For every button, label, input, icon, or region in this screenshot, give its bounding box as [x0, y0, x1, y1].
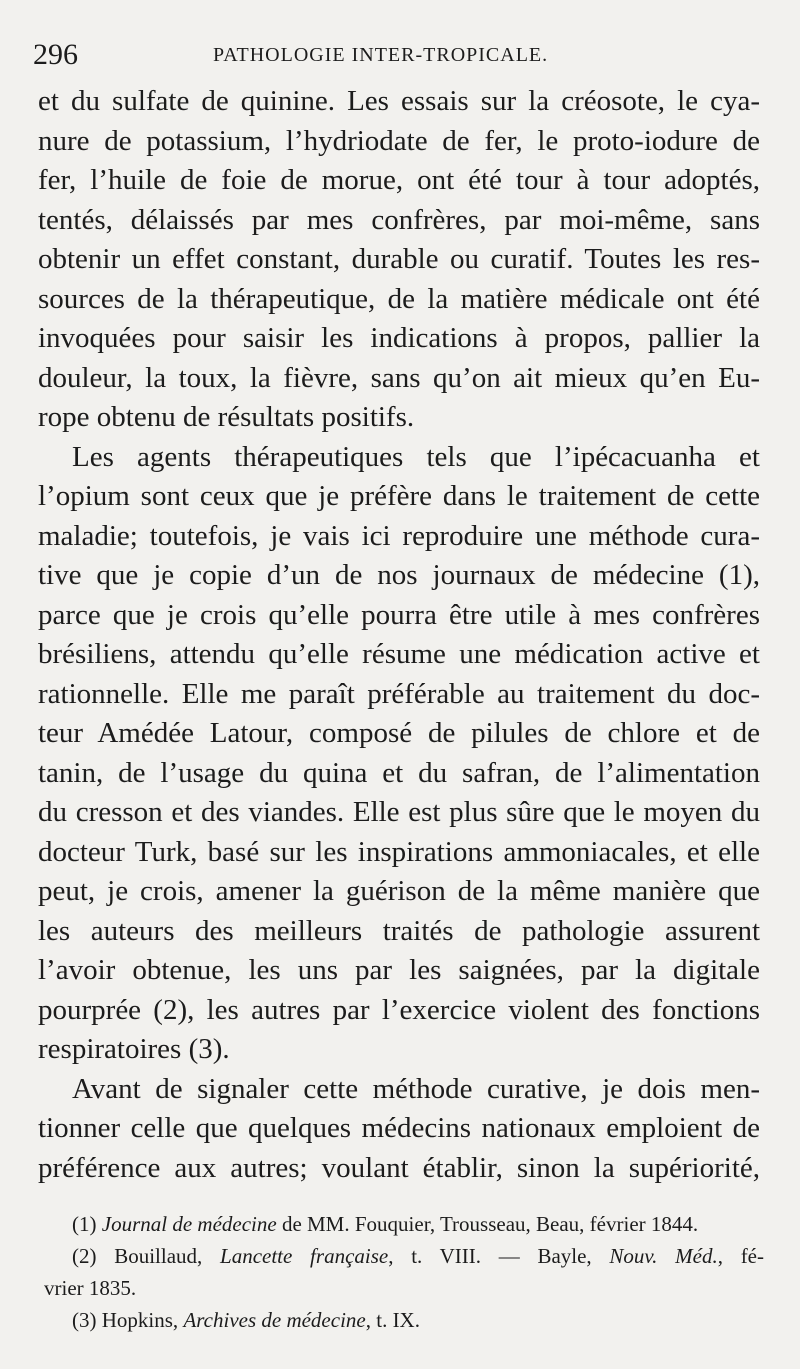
page-number: 296	[33, 38, 78, 71]
body-text	[38, 82, 760, 1188]
text-line: l’opium sont ceux que je préfère dans le traitement de cette	[38, 480, 760, 512]
running-title: PATHOLOGIE INTER-TROPICALE.	[213, 44, 549, 66]
footnote-text: , t. VIII. — Bayle,	[388, 1244, 610, 1268]
page-header	[33, 36, 763, 76]
text-line: préférence aux autres; voulant établir, sinon la supériorité,	[38, 1151, 760, 1184]
text-line: nure de potassium, l’hydriodate de fer, le proto-iodure de	[38, 124, 760, 157]
footnotes	[44, 1208, 764, 1336]
text-line: brésiliens, attendu qu’elle résume une médication active et	[38, 638, 760, 670]
text-line: rope obtenu de résultats positifs.	[38, 401, 415, 433]
footnote-journal-title: Journal de médecine	[101, 1212, 277, 1236]
text-line: teur Amédée Latour, composé de pilules de chlore et de	[38, 717, 760, 749]
footnote-text: , fé-	[717, 1244, 764, 1268]
text-line: respiratoires (3).	[38, 1033, 230, 1065]
text-line: Les agents thérapeutiques tels que l’ipécacuanha et	[72, 440, 760, 473]
text-line: les auteurs des meilleurs traités de pathologie assurent	[38, 914, 760, 947]
text-line: maladie; toutefois, je vais ici reproduire une méthode cura-	[38, 519, 760, 552]
footnote-text: Bouillaud,	[114, 1244, 221, 1268]
text-line: tanin, de l’usage du quina et du safran, de l’alimentation	[38, 756, 760, 789]
text-line: tive que je copie d’un de nos journaux de médecine (1),	[38, 559, 760, 591]
text-line: tentés, délaissés par mes confrères, par moi-même, sans	[38, 203, 760, 236]
text-line: douleur, la toux, la fièvre, sans qu’on ait mieux qu’en Eu-	[38, 361, 760, 394]
footnote-1	[44, 1208, 764, 1240]
footnote-2	[44, 1240, 764, 1272]
text-line: pourprée (2), les autres par l’exercice violent des fonctions	[38, 993, 760, 1026]
footnote-journal-title: Nouv. Méd.	[609, 1244, 718, 1268]
text-line: fer, l’huile de foie de morue, ont été tour à tour adoptés,	[38, 164, 760, 196]
text-line: peut, je crois, amener la guérison de la même manière que	[38, 875, 760, 907]
text-line: Avant de signaler cette méthode curative, je dois men-	[72, 1072, 760, 1105]
text-line: docteur Turk, basé sur les inspirations ammoniacales, et elle	[38, 835, 760, 868]
text-line: l’avoir obtenue, les uns par les saignées, par la digitale	[38, 954, 760, 986]
text-line: sources de la thérapeutique, de la matière médicale ont été	[38, 282, 760, 315]
footnote-mark: (2)	[72, 1244, 97, 1268]
footnote-journal-title: Archives de médecine	[183, 1308, 366, 1332]
footnote-journal-title: Lancette française	[220, 1244, 389, 1268]
footnote-text: de MM. Fouquier, Trousseau, Beau, février 1844.	[276, 1212, 699, 1236]
footnote-text: Hopkins,	[101, 1308, 184, 1332]
footnote-3	[44, 1304, 764, 1336]
text-line: rationnelle. Elle me paraît préférable au traitement du doc-	[38, 677, 760, 710]
footnote-2-continuation: vrier 1835.	[44, 1276, 137, 1300]
text-line: tionner celle que quelques médecins nationaux emploient de	[38, 1112, 760, 1144]
text-line: du cresson et des viandes. Elle est plus sûre que le moyen du	[38, 796, 760, 828]
footnote-text: , t. IX.	[365, 1308, 420, 1332]
text-line: invoquées pour saisir les indications à propos, pallier la	[38, 322, 760, 354]
text-line: et du sulfate de quinine. Les essais sur la créosote, le cya-	[38, 85, 760, 117]
footnote-mark: (1)	[72, 1212, 97, 1236]
text-line: obtenir un effet constant, durable ou curatif. Toutes les res-	[38, 243, 760, 275]
footnote-mark: (3)	[72, 1308, 97, 1332]
text-line: parce que je crois qu’elle pourra être utile à mes confrères	[38, 598, 760, 631]
